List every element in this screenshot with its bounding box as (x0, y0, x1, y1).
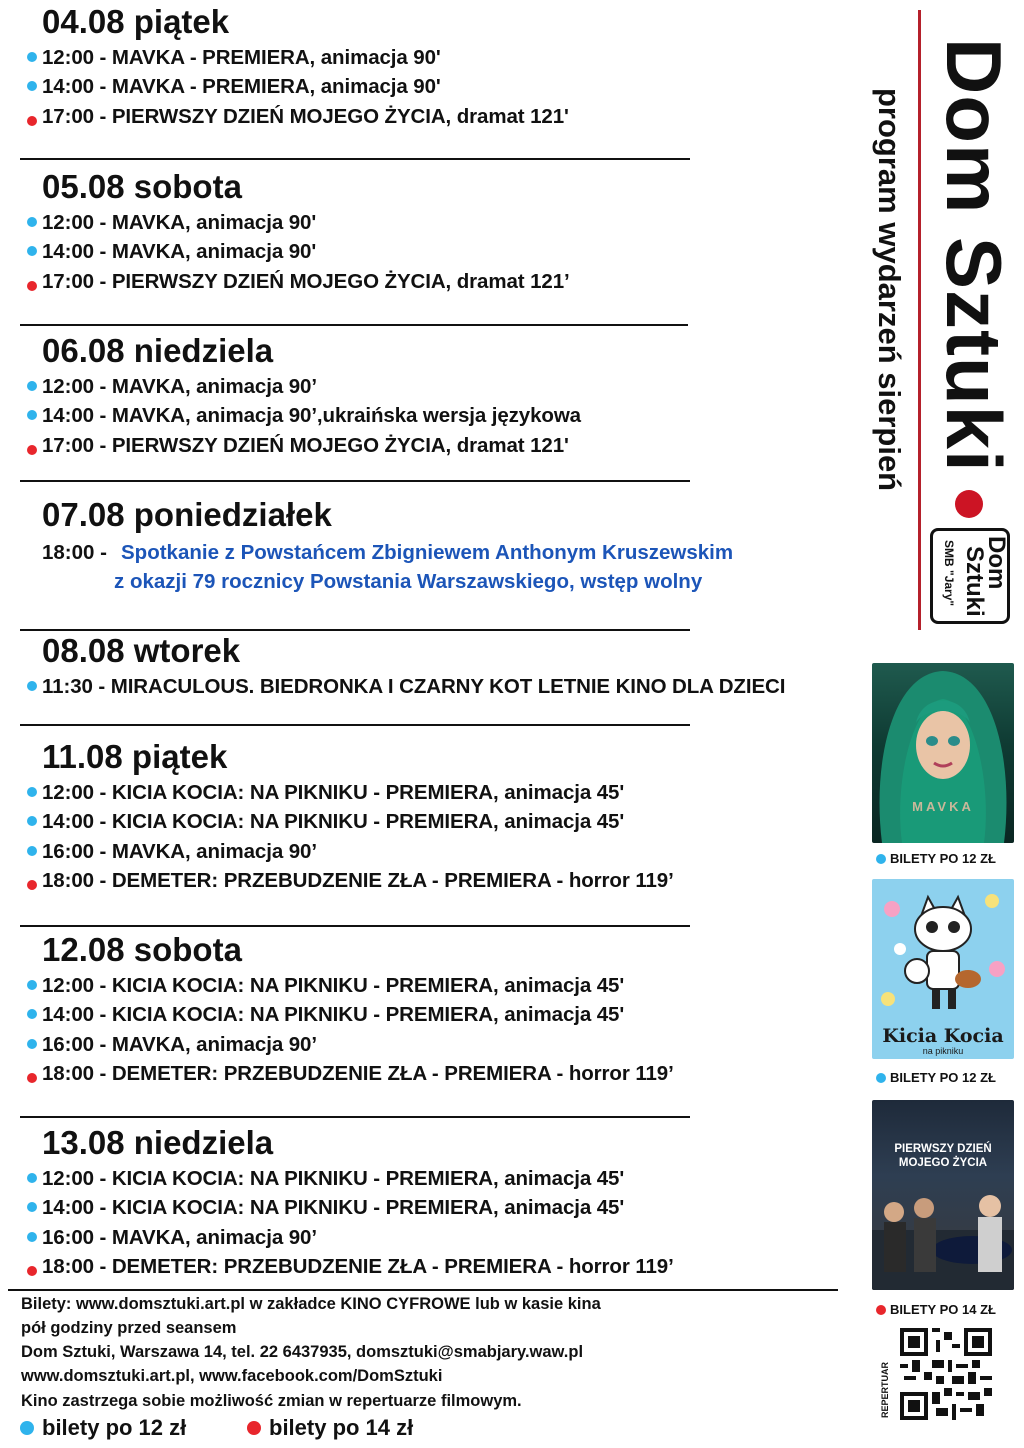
bottom-divider (8, 1289, 838, 1291)
screening-item: 17:00 - PIERWSZY DZIEŃ MOJEGO ŻYCIA, dramat 121' (42, 433, 569, 457)
mavka-poster-text: MAVKA (912, 799, 974, 814)
mavka-caption: BILETY PO 12 ZŁ (890, 851, 996, 866)
qr-label: REPERTUAR (880, 1361, 890, 1418)
pierwszy-caption: BILETY PO 14 ZŁ (890, 1302, 996, 1317)
kicia-caption-dot-icon (876, 1073, 886, 1083)
screening-item: 18:00 - DEMETER: PRZEBUDZENIE ZŁA - PREMIERA - horror 119’ (42, 1062, 674, 1086)
red-ticket-dot-icon (27, 1266, 37, 1276)
screening-item: 14:00 - KICIA KOCIA: NA PIKNIKU - PREMIERA, animacja 45' (42, 1003, 625, 1027)
mavka-poster (872, 663, 1014, 843)
screening-item: 17:00 - PIERWSZY DZIEŃ MOJEGO ŻYCIA, dramat 121’ (42, 269, 570, 293)
screening-item: 12:00 - MAVKA - PREMIERA, animacja 90' (42, 46, 441, 69)
blue-ticket-dot-icon (27, 816, 37, 826)
red-ticket-dot-icon (27, 116, 37, 126)
blue-ticket-dot-icon (27, 217, 37, 227)
brand-title: Dom Sztuki (930, 38, 1018, 473)
day-separator (20, 724, 690, 726)
kicia-caption: BILETY PO 12 ZŁ (890, 1070, 996, 1085)
red-ticket-dot-icon (27, 1073, 37, 1083)
screening-item: 18:00 - DEMETER: PRZEBUDZENIE ZŁA - PREMIERA - horror 119’ (42, 1255, 674, 1279)
day-separator (20, 925, 690, 927)
mavka-caption-dot-icon (876, 854, 886, 864)
day-title: 13.08 niedziela (42, 1124, 274, 1161)
screening-item: 14:00 - KICIA KOCIA: NA PIKNIKU - PREMIERA, animacja 45' (42, 810, 625, 834)
info-line-5: Kino zastrzega sobie możliwość zmian w repertuarze filmowym. (21, 1392, 522, 1410)
logo-line-1: Dom (983, 536, 1010, 590)
qr-code-icon[interactable] (900, 1328, 992, 1420)
kicia-kocia-poster-subtitle: na pikniku (922, 1046, 964, 1056)
screening-item: 12:00 - KICIA KOCIA: NA PIKNIKU - PREMIERA, animacja 45' (42, 974, 625, 997)
screening-item: 12:00 - KICIA KOCIA: NA PIKNIKU - PREMIERA, animacja 45' (42, 1167, 625, 1190)
day-title: 08.08 wtorek (42, 632, 241, 669)
red-ticket-dot-icon (27, 880, 37, 890)
day-separator (20, 1116, 690, 1118)
screening-item: 16:00 - MAVKA, animacja 90’ (42, 1032, 317, 1056)
screening-item: 14:00 - KICIA KOCIA: NA PIKNIKU - PREMIERA, animacja 45' (42, 1196, 625, 1220)
screening-item: 14:00 - MAVKA - PREMIERA, animacja 90' (42, 75, 441, 99)
logo-text-block (930, 532, 1010, 622)
blue-ticket-dot-icon (27, 381, 37, 391)
screening-item: 12:00 - MAVKA, animacja 90’ (42, 375, 317, 398)
blue-ticket-dot-icon (27, 1173, 37, 1183)
day-separator (20, 324, 688, 326)
day-title: 05.08 sobota (42, 168, 242, 205)
day-title: 11.08 piątek (42, 738, 228, 775)
screening-item: 16:00 - MAVKA, animacja 90’ (42, 1225, 317, 1249)
blue-ticket-dot-icon (27, 1232, 37, 1242)
logo-line-2: Sztuki (961, 546, 988, 617)
blue-ticket-dot-icon (27, 410, 37, 420)
screening-item: 11:30 - MIRACULOUS. BIEDRONKA I CZARNY KOT LETNIE KINO DLA DZIECI (42, 675, 786, 698)
blue-ticket-dot-icon (27, 980, 37, 990)
blue-ticket-dot-icon (27, 81, 37, 91)
blue-ticket-dot-icon (27, 246, 37, 256)
brand-dot-icon (955, 490, 983, 518)
kicia-kocia-poster (872, 879, 1014, 1059)
day-title: 04.08 piątek (42, 3, 230, 40)
screening-item: 17:00 - PIERWSZY DZIEŃ MOJEGO ŻYCIA, dramat 121' (42, 104, 569, 128)
special-event-line-1: Spotkanie z Powstańcem Zbigniewem Anthonym Kruszewskim (121, 541, 734, 564)
day-title: 12.08 sobota (42, 931, 242, 968)
day-title: 06.08 niedziela (42, 332, 274, 369)
special-event-line-2: z okazji 79 rocznicy Powstania Warszawskiego, wstęp wolny (114, 570, 703, 593)
legend-red-label: bilety po 14 zł (269, 1415, 414, 1440)
blue-ticket-dot-icon (27, 52, 37, 62)
special-event-time: 18:00 - (42, 541, 107, 564)
blue-ticket-dot-icon (27, 1039, 37, 1049)
day-separator (20, 480, 690, 482)
day-separator (20, 158, 690, 160)
screening-item: 14:00 - MAVKA, animacja 90' (42, 240, 317, 264)
mavka-illustration (872, 663, 1014, 843)
blue-ticket-dot-icon (27, 1009, 37, 1019)
screening-item: 16:00 - MAVKA, animacja 90’ (42, 839, 317, 863)
pierwszy-dzien-poster-title: PIERWSZY DZIEŃ MOJEGO ŻYCIA (894, 1143, 992, 1169)
pierwszy-dzien-illustration (872, 1100, 1014, 1290)
info-line-3: Dom Sztuki, Warszawa 14, tel. 22 6437935, domsztuki@smabjary.waw.pl (21, 1343, 584, 1361)
blue-ticket-dot-icon (27, 1202, 37, 1212)
day-title: 07.08 poniedziałek (42, 496, 332, 533)
blue-ticket-dot-icon (27, 681, 37, 691)
screening-item: 12:00 - KICIA KOCIA: NA PIKNIKU - PREMIERA, animacja 45' (42, 781, 625, 804)
legend-blue-dot-icon (20, 1421, 34, 1435)
blue-ticket-dot-icon (27, 846, 37, 856)
screening-item: 12:00 - MAVKA, animacja 90' (42, 211, 317, 234)
info-line-2: pół godziny przed seansem (21, 1319, 237, 1337)
pierwszy-dzien-poster (872, 1100, 1014, 1290)
info-line-1: Bilety: www.domsztuki.art.pl w zakładce KINO CYFROWE lub w kasie kina (21, 1295, 601, 1313)
pierwszy-caption-dot-icon (876, 1305, 886, 1315)
logo-small-text: SMB "Jary" (942, 540, 956, 607)
legend-red-dot-icon (247, 1421, 261, 1435)
red-ticket-dot-icon (27, 281, 37, 291)
screening-item: 18:00 - DEMETER: PRZEBUDZENIE ZŁA - PREMIERA - horror 119’ (42, 869, 674, 893)
info-line-4: www.domsztuki.art.pl, www.facebook.com/DomSztuki (21, 1367, 443, 1385)
screening-item: 14:00 - MAVKA, animacja 90’,ukraińska wersja językowa (42, 404, 581, 428)
red-ticket-dot-icon (27, 445, 37, 455)
blue-ticket-dot-icon (27, 787, 37, 797)
brand-subtitle: program wydarzeń sierpień (872, 88, 907, 492)
legend-blue-label: bilety po 12 zł (42, 1415, 187, 1440)
kicia-kocia-poster-title: Kicia Kocia (882, 1025, 1004, 1047)
